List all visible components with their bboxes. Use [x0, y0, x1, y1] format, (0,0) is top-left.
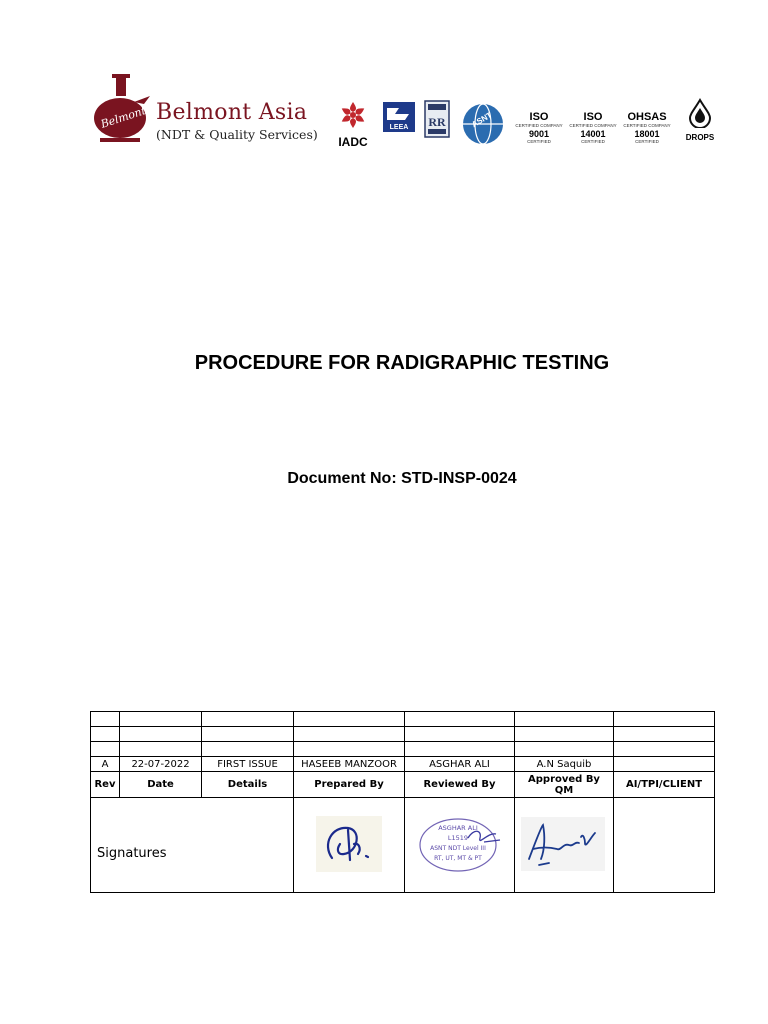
- reviewed-stamp: [405, 798, 515, 893]
- iadc-label: IADC: [338, 135, 368, 149]
- signatures-label: Signatures: [91, 798, 294, 893]
- client-cell: [614, 757, 715, 772]
- iso-9001-logo: ISO CERTIFIED COMPANY 9001 CERTIFIED: [515, 111, 563, 144]
- table-row: [91, 727, 715, 742]
- belmont-logo-icon: [90, 72, 152, 152]
- iso-14001-number: 14001: [580, 129, 606, 139]
- iadc-logo: [328, 100, 378, 156]
- leea-logo: [374, 102, 424, 158]
- drops-label: DROPS: [685, 133, 715, 142]
- rev-cell: A: [91, 757, 120, 772]
- date-cell: 22-07-2022: [120, 757, 202, 772]
- leea-text: LEEA: [389, 124, 409, 131]
- asnt-text: ASNT: [470, 110, 494, 130]
- column-header: Date: [120, 772, 202, 798]
- column-header: Approved By QM: [515, 772, 614, 798]
- leea-icon: [381, 102, 417, 136]
- svg-text:RT, UT, MT & PT: RT, UT, MT & PT: [433, 854, 482, 862]
- table-row: [91, 712, 715, 727]
- ohsas-logo: OHSAS CERTIFIED COMPANY 18001 CERTIFIED: [620, 110, 674, 166]
- iso-9001-number: 9001: [528, 129, 550, 139]
- client-signature: [614, 798, 715, 893]
- signatures-row: [91, 798, 715, 893]
- column-header: AI/TPI/CLIENT: [614, 772, 715, 798]
- column-header: Rev: [91, 772, 120, 798]
- column-header: Prepared By: [294, 772, 405, 798]
- ohsas-icon: OHSAS: [627, 111, 667, 123]
- svg-text:ASGHAR ALI: ASGHAR ALI: [437, 823, 478, 832]
- drops-icon: [688, 98, 712, 128]
- column-header: Details: [202, 772, 294, 798]
- stamp-icon: [410, 812, 510, 876]
- table-header-row: [91, 772, 715, 798]
- iso-14001-logo: ISO CERTIFIED COMPANY 14001 CERTIFIED: [569, 111, 617, 144]
- signature-approved-icon: [519, 813, 609, 875]
- table-row: [91, 757, 715, 772]
- details-cell: FIRST ISSUE: [202, 757, 294, 772]
- company-subtitle: (NDT & Quality Services): [156, 127, 318, 142]
- ohsas-number: 18001: [634, 129, 660, 139]
- signature-prepared-icon: [314, 814, 384, 874]
- company-name: Belmont Asia: [156, 100, 308, 125]
- iadc-icon: [338, 100, 368, 130]
- revision-table: [90, 711, 715, 893]
- document-title: PROCEDURE FOR RADIGRAPHIC TESTING: [194, 352, 610, 374]
- prepared-by-cell: HASEEB MANZOOR: [294, 757, 405, 772]
- svg-text:ASNT NDT Level III: ASNT NDT Level III: [429, 844, 486, 852]
- asnt-icon: [460, 98, 506, 150]
- drops-logo: [680, 98, 720, 154]
- document-number: Document No: STD-INSP-0024: [287, 470, 517, 487]
- column-header: Reviewed By: [405, 772, 515, 798]
- approved-signature: [515, 798, 614, 893]
- asnt-logo: [460, 98, 506, 154]
- logo-text: Belmont: [99, 104, 148, 131]
- company-block: [156, 100, 318, 142]
- iso-14001-icon: ISO: [583, 111, 603, 123]
- prepared-signature: [294, 798, 405, 893]
- approved-by-cell: A.N Saquib: [515, 757, 614, 772]
- reviewed-by-cell: ASGHAR ALI: [405, 757, 515, 772]
- svg-text:L1519: L1519: [447, 833, 468, 842]
- svg-text:RR: RR: [428, 115, 446, 129]
- rolls-royce-icon: [424, 100, 450, 138]
- rolls-royce-logo: [422, 100, 452, 156]
- letterhead: [86, 70, 726, 160]
- iso-9001-icon: ISO: [529, 111, 549, 123]
- table-row: [91, 742, 715, 757]
